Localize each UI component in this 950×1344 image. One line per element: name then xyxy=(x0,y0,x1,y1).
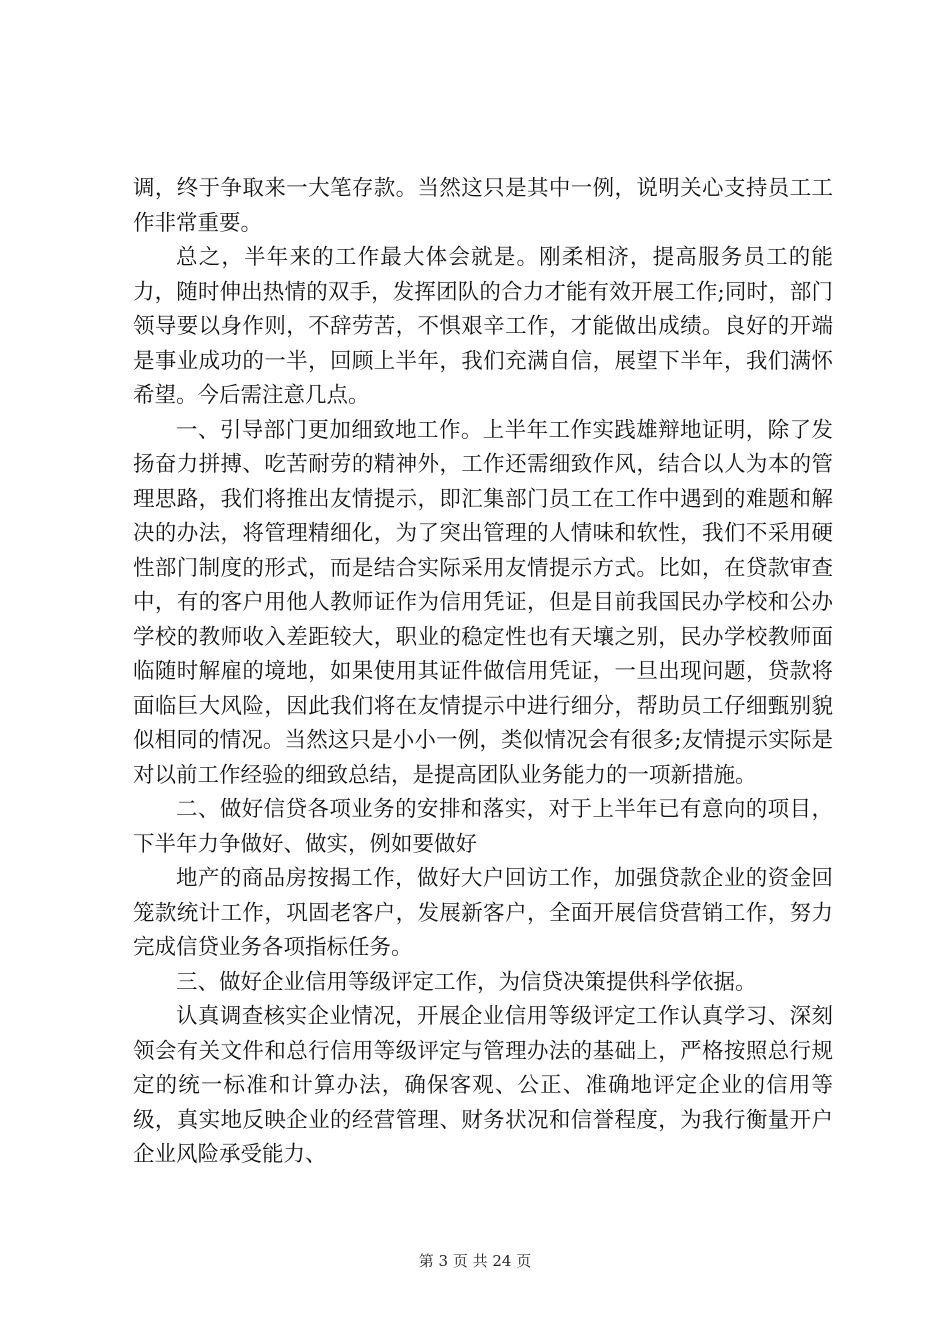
paragraph-2: 总之，半年来的工作最大体会就是。刚柔相济，提高服务员工的能力，随时伸出热情的双手，发挥团队的合力才能有效开展工作;同时，部门领导要以身作则，不辞劳苦，不惧艰辛工作，才能做出成绩。良好的开端是事业成功的一半，回顾上半年，我们充满自信，展望下半年，我们满怀希望。今后需注意几点。 xyxy=(133,245,833,408)
paragraph-1: 调，终于争取来一大笔存款。当然这只是其中一例，说明关心支持员工工作非常重要。 xyxy=(133,176,833,236)
paragraph-3: 一、引导部门更加细致地工作。上半年工作实践雄辩地证明，除了发扬奋力拼搏、吃苦耐劳的精神外，工作还需细致作风，结合以人为本的管理思路，我们将推出友情提示，即汇集部门员工在工作中遇到的难题和解决的办法，将管理精细化，为了突出管理的人情味和软性，我们不采用硬性部门制度的形式，而是结合实际采用友情提示方式。比如，在贷款审查中，有的客户用他人教师证作为信用凭证，但是目前我国民办学校和公办学校的教师收入差距较大，职业的稳定性也有天壤之别，民办学校教师面临随时解雇的境地，如果使用其证件做信用凭证，一旦出现问题，贷款将面临巨大风险，因此我们将在友情提示中进行细分，帮助员工仔细甄别貌似相同的情况。当然这只是小小一例，类似情况会有很多;友情提示实际是对以前工作经验的细致总结，是提高团队业务能力的一项新措施。 xyxy=(133,417,833,788)
paragraph-4: 二、做好信贷各项业务的安排和落实，对于上半年已有意向的项目，下半年力争做好、做实，例如要做好 xyxy=(133,797,833,857)
page-number-footer: 第 3 页 共 24 页 xyxy=(418,1252,532,1270)
paragraph-7: 认真调查核实企业情况，开展企业信用等级评定工作认真学习、深刻领会有关文件和总行信用等级评定与管理办法的基础上，严格按照总行规定的统一标准和计算办法，确保客观、公正、准确地评定企业的信用等级，真实地反映企业的经营管理、财务状况和信誉程度，为我行衡量开户企业风险承受能力、 xyxy=(133,1004,833,1167)
paragraph-5: 地产的商品房按揭工作，做好大户回访工作，加强贷款企业的资金回笼款统计工作，巩固老客户，发展新客户，全面开展信贷营销工作，努力完成信贷业务各项指标任务。 xyxy=(133,866,833,960)
paragraph-6: 三、做好企业信用等级评定工作，为信贷决策提供科学依据。 xyxy=(176,969,757,995)
document-body xyxy=(133,172,833,1173)
